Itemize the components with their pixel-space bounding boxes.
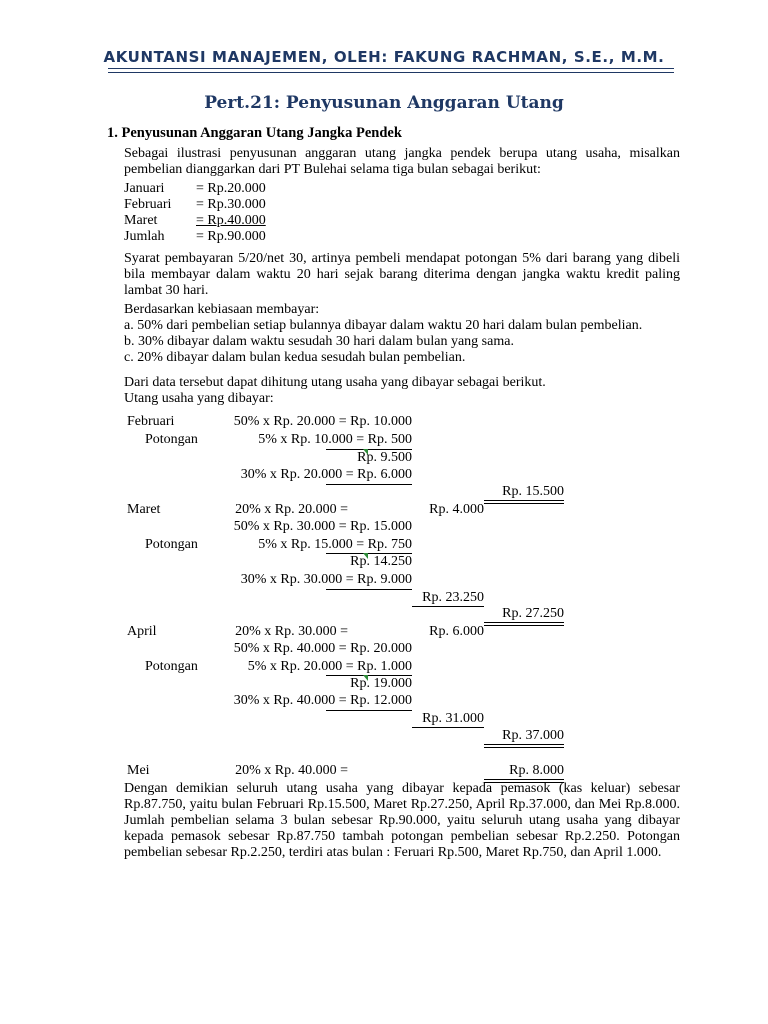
calc-line: 5% x Rp. 20.000 = Rp. 1.000: [247, 659, 412, 674]
subtotal-value: Rp. 19.000: [350, 676, 412, 691]
subtotal-value: Rp. 31.000: [422, 711, 484, 726]
calc-line: 30% x Rp. 40.000 = Rp. 12.000: [233, 693, 412, 708]
discount-label: Potongan: [145, 659, 198, 674]
month-total: Rp. 15.500: [502, 484, 564, 499]
total-double-rule: [484, 779, 564, 780]
month-value: = Rp.30.000: [196, 197, 266, 212]
total-double-rule: [484, 500, 564, 501]
month-total-label: Jumlah: [124, 229, 165, 244]
habit-title: Berdasarkan kebiasaan membayar:: [124, 302, 320, 317]
month-total: Rp. 37.000: [502, 728, 564, 743]
month-total: Rp. 27.250: [502, 606, 564, 621]
calc-line: 5% x Rp. 10.000 = Rp. 500: [258, 432, 412, 447]
month-label: Maret: [127, 502, 161, 517]
month-value: = Rp.40.000: [196, 213, 266, 228]
calc-line: 50% x Rp. 40.000 = Rp. 20.000: [233, 641, 412, 656]
calc-line: 50% x Rp. 30.000 = Rp. 15.000: [233, 519, 412, 534]
calc-line: 5% x Rp. 15.000 = Rp. 750: [258, 537, 412, 552]
sum-rule: [326, 710, 412, 711]
month-name: Maret: [124, 213, 158, 228]
subtotal-value: Rp. 9.500: [357, 450, 412, 465]
calc-line: 50% x Rp. 20.000 = Rp. 10.000: [233, 414, 412, 429]
calc-line: 20% x Rp. 20.000 =: [235, 502, 348, 517]
total-double-rule: [484, 625, 564, 626]
header-rule-second: [108, 72, 674, 73]
month-name: Januari: [124, 181, 165, 196]
sum-rule: [412, 727, 484, 728]
document-header: AKUNTANSI MANAJEMEN, OLEH: FAKUNG RACHMAN, S.E., M.M.: [103, 48, 665, 66]
header-rule: [108, 68, 674, 69]
sum-rule: [412, 606, 484, 607]
habit-item: c. 20% dibayar dalam bulan kedua sesudah bulan pembelian.: [124, 350, 466, 365]
total-double-rule: [484, 622, 564, 623]
month-label: Mei: [127, 763, 150, 778]
section-heading: 1. Penyusunan Anggaran Utang Jangka Pendek: [107, 125, 402, 141]
calc-subtitle: Utang usaha yang dibayar:: [124, 391, 274, 406]
calc-line: 20% x Rp. 30.000 =: [235, 624, 348, 639]
habit-item: a. 50% dari pembelian setiap bulannya dibayar dalam waktu 20 hari dalam bulan pembelian.: [124, 318, 643, 333]
month-name: Februari: [124, 197, 172, 212]
habit-item: b. 30% dibayar dalam waktu sesudah 30 hari dalam bulan yang sama.: [124, 334, 514, 349]
total-double-rule: [484, 747, 564, 748]
terms-paragraph: Syarat pembayaran 5/20/net 30, artinya pembeli mendapat potongan 5% dari barang yang dibeli bila membayar dalam waktu 20 hari sejak barang diterima dengan jangka waktu kredit paling lambat 30 hari.: [124, 251, 680, 298]
calc-line: 30% x Rp. 30.000 = Rp. 9.000: [240, 572, 412, 587]
subtotal-value: Rp. 23.250: [422, 590, 484, 605]
discount-label: Potongan: [145, 432, 198, 447]
calc-intro: Dari data tersebut dapat dihitung utang usaha yang dibayar sebagai berikut.: [124, 375, 546, 390]
sum-rule: [326, 589, 412, 590]
calc-value: Rp. 4.000: [429, 502, 484, 517]
conclusion-paragraph: Dengan demikian seluruh utang usaha yang dibayar kepada pemasok (kas keluar) sebesar Rp.87.750, yaitu bulan Februari Rp.15.500, Maret Rp.27.250, April Rp.37.000, dan Mei Rp.8.000. Jumlah pembelian selama 3 bulan sebesar Rp.90.000, yaitu seluruh utang usaha yang dibayar kepada pemasok sebesar Rp.87.750 tambah potongan pembelian sebesar Rp.2.250. Potongan pembelian sebesar Rp.2.250, terdiri atas bulan : Feruari Rp.500, Maret Rp.750, dan April 1.000.: [124, 781, 680, 860]
page-title: Pert.21: Penyusunan Anggaran Utang: [204, 93, 564, 113]
month-label: Februari: [127, 414, 175, 429]
calc-line: 20% x Rp. 40.000 =: [235, 763, 348, 778]
discount-label: Potongan: [145, 537, 198, 552]
month-total-value: = Rp.90.000: [196, 229, 266, 244]
calc-line: 30% x Rp. 20.000 = Rp. 6.000: [240, 467, 412, 482]
intro-paragraph: Sebagai ilustrasi penyusunan anggaran utang jangka pendek berupa utang usaha, misalkan pembelian dianggarkan dari PT Bulehai selama tiga bulan sebagai berikut:: [124, 146, 680, 177]
month-value: = Rp.20.000: [196, 181, 266, 196]
total-double-rule: [484, 503, 564, 504]
calc-value: Rp. 6.000: [429, 624, 484, 639]
month-total: Rp. 8.000: [509, 763, 564, 778]
subtotal-value: Rp. 14.250: [350, 554, 412, 569]
total-double-rule: [484, 744, 564, 745]
sum-rule: [326, 484, 412, 485]
month-label: April: [127, 624, 157, 639]
